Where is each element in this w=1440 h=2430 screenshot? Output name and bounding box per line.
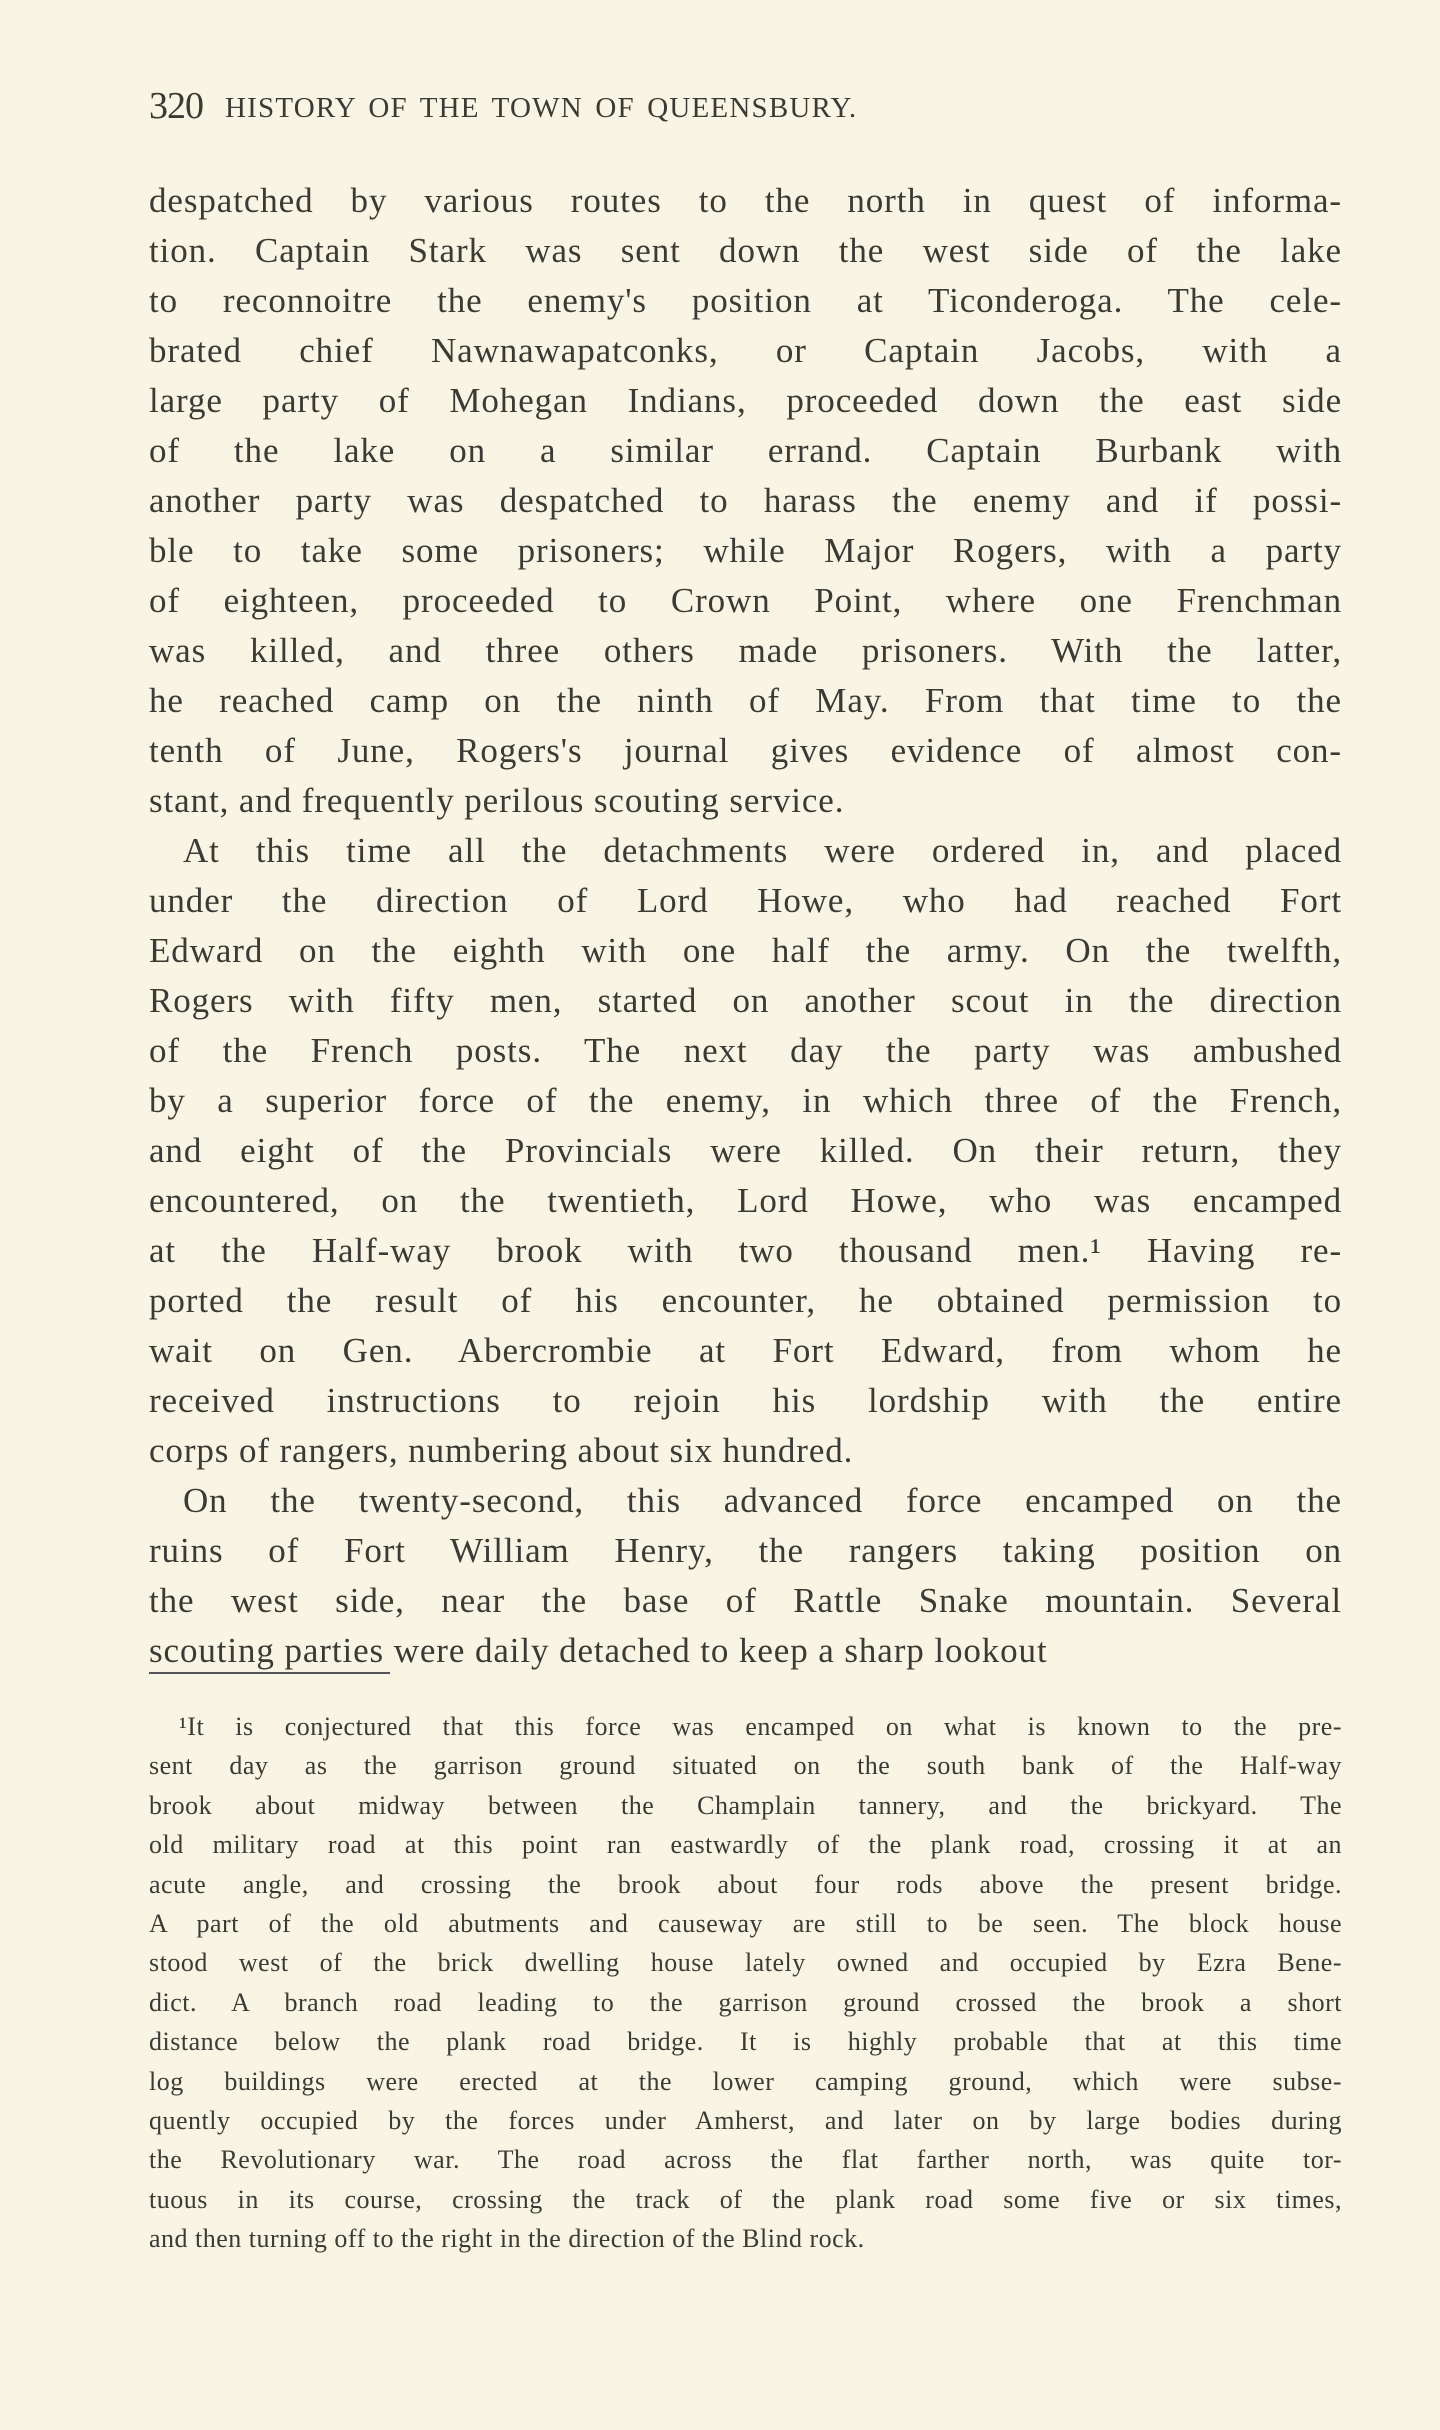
footnote-line: A part of the old abutments and causeway are still to be seen. The block house (149, 1908, 1342, 1938)
body-line: corps of rangers, numbering about six hundred. (149, 1431, 854, 1470)
body-line: ported the result of his encounter, he obtained permission to (149, 1281, 1342, 1320)
body-line: ruins of Fort William Henry, the rangers taking position on (149, 1531, 1342, 1570)
body-line: received instructions to rejoin his lordship with the entire (149, 1381, 1342, 1420)
running-header (149, 86, 1342, 126)
body-line: despatched by various routes to the north in quest of informa- (149, 181, 1342, 220)
body-line: wait on Gen. Abercrombie at Fort Edward, from whom he (149, 1331, 1342, 1370)
body-line: and eight of the Provincials were killed. On their return, they (149, 1131, 1342, 1170)
body-line: by a superior force of the enemy, in which three of the French, (149, 1081, 1342, 1120)
footnote-line: old military road at this point ran eastwardly of the plank road, crossing it at an (149, 1830, 1342, 1860)
running-title: HISTORY OF THE TOWN OF QUEENSBURY. (225, 92, 858, 124)
body-line: On the twenty-second, this advanced force encamped on the (183, 1481, 1342, 1520)
body-line: at the Half-way brook with two thousand men.¹ Having re- (149, 1231, 1342, 1270)
body-line: encountered, on the twentieth, Lord Howe, who was encamped (149, 1181, 1342, 1220)
body-line: he reached camp on the ninth of May. From that time to the (149, 681, 1342, 720)
footnote-line: tuous in its course, crossing the track of the plank road some five or six times, (149, 2184, 1342, 2214)
body-line: stant, and frequently perilous scouting service. (149, 781, 845, 820)
footnote (149, 1707, 1342, 2258)
body-text (149, 176, 1342, 1676)
body-line: the west side, near the base of Rattle Snake mountain. Several (149, 1581, 1342, 1620)
body-line: tion. Captain Stark was sent down the west side of the lake (149, 231, 1342, 270)
footnote-line: dict. A branch road leading to the garrison ground crossed the brook a short (149, 1987, 1342, 2017)
body-line: large party of Mohegan Indians, proceeded down the east side (149, 381, 1342, 420)
footnote-line: distance below the plank road bridge. It is highly probable that at this time (149, 2027, 1342, 2057)
body-line: to reconnoitre the enemy's position at Ticonderoga. The cele- (149, 281, 1342, 320)
body-line: under the direction of Lord Howe, who had reached Fort (149, 881, 1342, 920)
body-line: of the French posts. The next day the party was ambushed (149, 1031, 1342, 1070)
footnote-line: brook about midway between the Champlain tannery, and the brickyard. The (149, 1790, 1342, 1820)
body-line: of the lake on a similar errand. Captain Burbank with (149, 431, 1342, 470)
page-number: 320 (149, 85, 203, 127)
footnote-line: quently occupied by the forces under Amherst, and later on by large bodies during (149, 2105, 1342, 2135)
body-line: ble to take some prisoners; while Major Rogers, with a party (149, 531, 1342, 570)
body-line: Rogers with fifty men, started on another scout in the direction (149, 981, 1342, 1020)
body-line: At this time all the detachments were ordered in, and placed (183, 831, 1342, 870)
footnote-line: ¹It is conjectured that this force was encamped on what is known to the pre- (179, 1712, 1342, 1741)
footnote-line: and then turning off to the right in the direction of the Blind rock. (149, 2224, 865, 2254)
footnote-line: the Revolutionary war. The road across the flat farther north, was quite tor- (149, 2145, 1342, 2175)
body-line: Edward on the eighth with one half the army. On the twelfth, (149, 931, 1342, 970)
footnote-line: sent day as the garrison ground situated on the south bank of the Half-way (149, 1751, 1342, 1781)
body-line: another party was despatched to harass the enemy and if possi- (149, 481, 1342, 520)
footnote-line: stood west of the brick dwelling house lately owned and occupied by Ezra Bene- (149, 1948, 1342, 1978)
body-line: of eighteen, proceeded to Crown Point, where one Frenchman (149, 581, 1342, 620)
body-line: scouting parties were daily detached to keep a sharp lookout (149, 1631, 1048, 1670)
footnote-line: acute angle, and crossing the brook about four rods above the present bridge. (149, 1869, 1342, 1899)
footnote-divider (149, 1672, 390, 1674)
body-line: brated chief Nawnawapatconks, or Captain Jacobs, with a (149, 331, 1342, 370)
footnote-line: log buildings were erected at the lower camping ground, which were subse- (149, 2066, 1342, 2096)
body-line: tenth of June, Rogers's journal gives evidence of almost con- (149, 731, 1342, 770)
body-line: was killed, and three others made prisoners. With the latter, (149, 631, 1342, 670)
